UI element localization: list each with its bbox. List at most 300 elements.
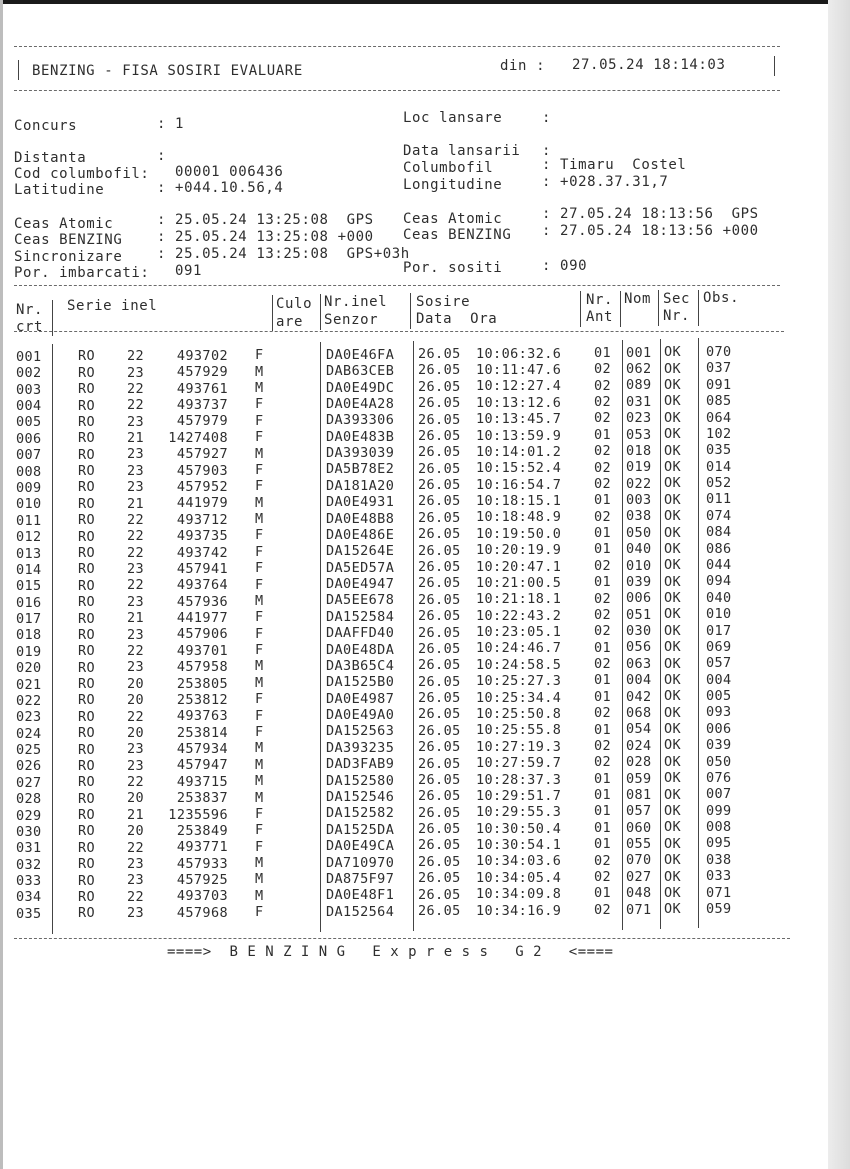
cell-nom: 063 bbox=[626, 655, 652, 672]
cell-ant: 02 bbox=[594, 606, 612, 623]
cell-sex: F bbox=[255, 527, 264, 544]
cell-date: 26.05 bbox=[418, 608, 461, 625]
cell-sensor: DA0E4947 bbox=[326, 576, 395, 592]
cell-sensor: DAD3FAB9 bbox=[326, 756, 395, 773]
cell-time: 10:34:03.6 bbox=[476, 853, 562, 870]
cell-year: 21 bbox=[127, 610, 145, 627]
cell-ring-number: 457925 bbox=[176, 872, 228, 889]
cell-obs: 039 bbox=[706, 737, 732, 754]
cell-nr-crt: 029 bbox=[16, 807, 42, 824]
cell-sex: F bbox=[255, 412, 264, 429]
cell-date: 26.05 bbox=[418, 509, 461, 526]
cell-country: RO bbox=[78, 741, 96, 758]
cell-nr-crt: 034 bbox=[16, 889, 42, 906]
cell-ring-number: 493763 bbox=[176, 708, 228, 725]
cell-ring-number: 457933 bbox=[176, 855, 228, 872]
cell-year: 21 bbox=[127, 806, 145, 823]
cell-ant: 02 bbox=[594, 475, 612, 492]
cell-time: 10:34:16.9 bbox=[476, 902, 562, 919]
cell-nr-crt: 001 bbox=[16, 348, 42, 365]
cell-sensor: DA152546 bbox=[326, 789, 395, 805]
cell-sec: OK bbox=[664, 901, 682, 918]
latitudine-value: : +044.10.56,4 bbox=[157, 180, 284, 196]
header-culoare-1: Culo bbox=[276, 296, 313, 312]
cell-nom: 053 bbox=[626, 426, 652, 443]
cell-country: RO bbox=[78, 774, 96, 791]
cell-ring-number: 493735 bbox=[176, 528, 228, 545]
cell-ant: 02 bbox=[594, 377, 612, 394]
cell-country: RO bbox=[78, 823, 96, 840]
cell-year: 23 bbox=[127, 855, 145, 872]
cell-nom: 039 bbox=[626, 573, 652, 590]
cell-sex: F bbox=[255, 609, 264, 626]
cell-sec: OK bbox=[664, 852, 682, 869]
cell-sec: OK bbox=[664, 442, 682, 459]
cell-ant: 02 bbox=[594, 869, 612, 885]
cell-country: RO bbox=[78, 610, 96, 627]
cell-date: 26.05 bbox=[418, 591, 461, 608]
cell-time: 10:24:46.7 bbox=[476, 640, 562, 657]
cell-nr-crt: 013 bbox=[16, 545, 42, 562]
cell-year: 23 bbox=[127, 905, 145, 921]
cell-sensor: DA0E49A0 bbox=[326, 707, 395, 724]
cell-sec: OK bbox=[664, 459, 682, 475]
cell-obs: 017 bbox=[706, 622, 732, 639]
cell-year: 20 bbox=[127, 675, 145, 692]
cell-nom: 004 bbox=[626, 672, 652, 689]
columbofil-label: Columbofil bbox=[403, 160, 494, 176]
cell-date: 26.05 bbox=[418, 362, 461, 379]
cell-year: 22 bbox=[127, 397, 145, 414]
cell-year: 23 bbox=[127, 872, 145, 889]
header-data-ora: Data Ora bbox=[416, 311, 498, 327]
cell-time: 10:21:18.1 bbox=[476, 591, 562, 608]
cell-country: RO bbox=[78, 905, 96, 922]
cell-ring-number: 253812 bbox=[176, 691, 228, 708]
cell-sec: OK bbox=[664, 671, 682, 688]
cell-sensor: DA152580 bbox=[326, 772, 395, 789]
sheet-title: BENZING - FISA SOSIRI EVALUARE bbox=[32, 63, 303, 79]
header-nr: Nr. bbox=[16, 302, 44, 318]
cell-sec: OK bbox=[664, 377, 682, 394]
footer-brand: ====> B E N Z I N G E x p r e s s G 2 <==== bbox=[167, 944, 614, 960]
cell-ring-number: 493703 bbox=[176, 888, 228, 905]
cell-sec: OK bbox=[664, 835, 682, 852]
cell-sensor: DA1525B0 bbox=[326, 674, 395, 691]
cell-nom: 028 bbox=[626, 754, 652, 771]
longitudine-label: Longitudine bbox=[403, 177, 503, 193]
cell-year: 23 bbox=[127, 446, 145, 463]
cell-sec: OK bbox=[664, 721, 682, 737]
cell-obs: 099 bbox=[706, 802, 732, 819]
header-bottom-rule bbox=[14, 90, 780, 91]
cell-sex: M bbox=[255, 380, 264, 396]
por-imbarcati-label: Por. imbarcati: bbox=[14, 265, 150, 281]
cell-nr-crt: 030 bbox=[16, 823, 42, 840]
cell-obs: 011 bbox=[706, 491, 732, 508]
longitudine-value: : +028.37.31,7 bbox=[542, 174, 669, 190]
cell-date: 26.05 bbox=[418, 477, 461, 493]
cell-nom: 022 bbox=[626, 475, 652, 492]
distanta-label: Distanta bbox=[14, 150, 87, 166]
cell-year: 22 bbox=[127, 544, 145, 561]
cell-nom: 018 bbox=[626, 442, 652, 459]
cell-time: 10:34:05.4 bbox=[476, 869, 562, 886]
ceas-atomic-start-label: Ceas Atomic bbox=[14, 216, 114, 232]
cell-sex: F bbox=[255, 543, 264, 560]
cell-sec: OK bbox=[664, 393, 682, 410]
cell-sensor: DA5B78E2 bbox=[326, 461, 395, 478]
cell-time: 10:18:15.1 bbox=[476, 493, 562, 509]
cell-obs: 010 bbox=[706, 606, 732, 623]
cell-ant: 02 bbox=[594, 410, 612, 427]
cell-sex: M bbox=[255, 887, 264, 904]
cell-nr-crt: 023 bbox=[16, 709, 42, 726]
cell-country: RO bbox=[78, 561, 96, 578]
cell-nr-crt: 033 bbox=[16, 873, 42, 890]
cell-ring-number: 493742 bbox=[176, 544, 228, 561]
cell-country: RO bbox=[78, 397, 96, 414]
cell-time: 10:23:05.1 bbox=[476, 624, 562, 641]
cell-year: 22 bbox=[127, 888, 145, 905]
header-senzor: Senzor bbox=[324, 312, 379, 328]
cell-sex: M bbox=[255, 773, 264, 790]
cell-ant: 01 bbox=[594, 492, 612, 509]
cell-date: 26.05 bbox=[418, 542, 461, 559]
cell-sec: OK bbox=[664, 360, 682, 377]
cell-date: 26.05 bbox=[418, 395, 461, 412]
cell-sec: OK bbox=[664, 409, 682, 426]
cell-country: RO bbox=[78, 577, 96, 594]
cell-date: 26.05 bbox=[418, 902, 461, 919]
cell-sensor: DA0E486E bbox=[326, 526, 395, 543]
cell-nom: 048 bbox=[626, 885, 652, 902]
cell-sensor: DA5ED57A bbox=[326, 559, 395, 576]
cell-ant: 02 bbox=[594, 705, 612, 722]
cell-sex: F bbox=[255, 838, 264, 855]
cell-sec: OK bbox=[664, 475, 682, 492]
cell-ring-number: 457968 bbox=[176, 904, 228, 921]
cell-sex: F bbox=[255, 707, 264, 724]
cell-nom: 001 bbox=[626, 344, 652, 361]
cell-nom: 030 bbox=[626, 623, 652, 640]
cell-ant: 01 bbox=[594, 803, 612, 820]
header-sec: Sec bbox=[663, 291, 691, 307]
header-sep bbox=[320, 294, 321, 330]
cell-year: 20 bbox=[127, 724, 145, 741]
cell-nr-crt: 010 bbox=[16, 496, 42, 513]
cell-sec: OK bbox=[664, 344, 682, 361]
ceas-benzing-end-label: Ceas BENZING bbox=[403, 227, 512, 243]
cell-obs: 094 bbox=[706, 573, 732, 590]
ceas-benzing-start-value: : 25.05.24 13:25:08 +000 bbox=[157, 229, 374, 245]
cell-obs: 069 bbox=[706, 638, 732, 655]
cell-nr-crt: 022 bbox=[16, 692, 42, 709]
cell-ant: 02 bbox=[594, 656, 612, 672]
cell-country: RO bbox=[78, 856, 96, 873]
cell-year: 23 bbox=[127, 462, 145, 479]
cell-sec: OK bbox=[664, 557, 682, 574]
table-header-rule bbox=[14, 331, 784, 332]
cell-sex: M bbox=[255, 658, 264, 675]
report-datetime: 27.05.24 18:14:03 bbox=[572, 57, 726, 73]
cell-ring-number: 457936 bbox=[176, 593, 228, 610]
cell-nr-crt: 024 bbox=[16, 725, 42, 742]
cell-sensor: DA0E49DC bbox=[326, 379, 395, 396]
cell-nom: 027 bbox=[626, 868, 652, 885]
cell-sex: F bbox=[255, 461, 264, 478]
cell-sensor: DA0E4987 bbox=[326, 690, 395, 707]
cell-nom: 031 bbox=[626, 393, 652, 410]
cell-obs: 050 bbox=[706, 753, 732, 770]
cell-sensor: DA3B65C4 bbox=[326, 657, 395, 674]
cell-sensor: DA0E46FA bbox=[326, 346, 395, 363]
cell-sec: OK bbox=[664, 704, 682, 721]
cell-country: RO bbox=[78, 872, 96, 889]
cell-ring-number: 253814 bbox=[176, 724, 228, 741]
cell-country: RO bbox=[78, 676, 96, 692]
cell-nr-crt: 019 bbox=[16, 643, 42, 660]
cell-sex: F bbox=[255, 904, 264, 921]
cell-time: 10:13:59.9 bbox=[476, 427, 562, 444]
cell-time: 10:28:37.3 bbox=[476, 771, 562, 788]
cell-ring-number: 493771 bbox=[176, 839, 228, 856]
cell-year: 22 bbox=[127, 511, 145, 528]
header-obs: Obs. bbox=[703, 290, 740, 306]
cell-ant: 01 bbox=[594, 574, 612, 591]
cell-ant: 01 bbox=[594, 819, 612, 836]
cell-sensor: DA0E4A28 bbox=[326, 395, 395, 412]
cell-country: RO bbox=[78, 643, 96, 660]
cell-country: RO bbox=[78, 807, 96, 823]
cell-country: RO bbox=[78, 545, 96, 561]
cell-ant: 01 bbox=[594, 688, 612, 705]
cell-country: RO bbox=[78, 659, 96, 676]
cell-date: 26.05 bbox=[418, 837, 461, 854]
cell-time: 10:19:50.0 bbox=[476, 525, 562, 542]
cell-sex: M bbox=[255, 674, 264, 691]
cell-sec: OK bbox=[664, 868, 682, 885]
cell-ring-number: 493701 bbox=[176, 642, 228, 659]
cell-year: 22 bbox=[127, 708, 145, 725]
cell-year: 22 bbox=[127, 348, 145, 365]
cell-obs: 093 bbox=[706, 704, 732, 721]
cell-sec: OK bbox=[664, 491, 682, 508]
header-nr-ant: Nr. bbox=[586, 292, 614, 308]
cell-date: 26.05 bbox=[418, 771, 461, 788]
cell-time: 10:25:34.4 bbox=[476, 689, 562, 706]
cell-sensor: DA1525DA bbox=[326, 821, 395, 838]
cell-country: RO bbox=[78, 594, 96, 611]
header-top-rule bbox=[14, 46, 780, 47]
cell-time: 10:13:12.6 bbox=[476, 394, 562, 411]
sincronizare-value: : 25.05.24 13:25:08 GPS+03h bbox=[157, 246, 410, 262]
cell-obs: 091 bbox=[706, 376, 732, 393]
cell-date: 26.05 bbox=[418, 657, 461, 674]
cell-country: RO bbox=[78, 790, 96, 807]
cell-obs: 074 bbox=[706, 507, 732, 524]
ceas-atomic-start-value: : 25.05.24 13:25:08 GPS bbox=[157, 212, 374, 228]
cell-nom: 070 bbox=[626, 852, 652, 869]
cell-year: 22 bbox=[127, 642, 145, 659]
por-sositi-label: Por. sositi bbox=[403, 260, 503, 276]
cell-date: 26.05 bbox=[418, 346, 461, 362]
cell-sex: M bbox=[255, 445, 264, 462]
cell-ant: 01 bbox=[594, 672, 612, 689]
header-sep bbox=[620, 291, 621, 327]
cell-sec: OK bbox=[664, 802, 682, 819]
cell-sensor: DA5EE678 bbox=[326, 592, 395, 609]
cell-sex: F bbox=[255, 642, 264, 658]
por-imbarcati-value: 091 bbox=[175, 263, 203, 279]
cell-sec: OK bbox=[664, 786, 682, 803]
cell-sensor: DA152582 bbox=[326, 805, 395, 822]
cell-time: 10:14:01.2 bbox=[476, 443, 562, 460]
cell-time: 10:25:55.8 bbox=[476, 722, 562, 739]
concurs-value: : 1 bbox=[157, 116, 185, 132]
columbofil-value: : Timaru Costel bbox=[542, 157, 687, 173]
cell-ant: 01 bbox=[594, 770, 612, 787]
cell-ring-number: 493715 bbox=[176, 773, 228, 790]
cell-sex: F bbox=[255, 822, 264, 839]
cell-time: 10:21:00.5 bbox=[476, 574, 562, 591]
cell-country: RO bbox=[78, 692, 96, 709]
cell-ant: 02 bbox=[594, 737, 612, 754]
cell-nr-crt: 007 bbox=[16, 447, 42, 464]
cell-ring-number: 457941 bbox=[176, 560, 228, 577]
cell-sex: F bbox=[255, 723, 264, 740]
cell-year: 23 bbox=[127, 364, 145, 381]
cell-obs: 044 bbox=[706, 556, 732, 573]
cell-obs: 038 bbox=[706, 851, 732, 868]
cell-year: 20 bbox=[127, 790, 145, 807]
cell-sex: M bbox=[255, 511, 264, 527]
cell-ant: 01 bbox=[594, 885, 612, 902]
cell-ant: 02 bbox=[594, 852, 612, 869]
cell-obs: 057 bbox=[706, 655, 732, 672]
cell-sec: OK bbox=[664, 524, 682, 541]
cell-sec: OK bbox=[664, 639, 682, 656]
cell-nom: 042 bbox=[626, 688, 652, 705]
cell-year: 20 bbox=[127, 692, 145, 709]
cell-date: 26.05 bbox=[418, 558, 461, 575]
cell-country: RO bbox=[78, 708, 96, 725]
cell-date: 26.05 bbox=[418, 493, 461, 510]
header-sep bbox=[410, 293, 411, 329]
cell-time: 10:18:48.9 bbox=[476, 509, 562, 526]
cell-nom: 068 bbox=[626, 705, 652, 721]
cell-sex: F bbox=[255, 478, 264, 495]
cell-sec: OK bbox=[664, 884, 682, 901]
por-sositi-value: : 090 bbox=[542, 258, 588, 274]
cell-date: 26.05 bbox=[418, 411, 461, 428]
header-nom: Nom bbox=[624, 291, 652, 307]
cell-sec: OK bbox=[664, 540, 682, 557]
cell-country: RO bbox=[78, 381, 96, 398]
cell-sensor: DA152564 bbox=[326, 903, 395, 920]
cell-sensor: DAAFFD40 bbox=[326, 625, 395, 642]
cell-ant: 01 bbox=[594, 541, 612, 558]
cell-ant: 02 bbox=[594, 590, 612, 607]
cell-ring-number: 457929 bbox=[176, 364, 228, 381]
cell-date: 26.05 bbox=[418, 378, 461, 395]
cell-year: 23 bbox=[127, 659, 145, 676]
cell-nr-crt: 015 bbox=[16, 578, 42, 595]
cell-nom: 055 bbox=[626, 836, 652, 852]
cell-nom: 081 bbox=[626, 786, 652, 803]
cell-date: 26.05 bbox=[418, 853, 461, 870]
cell-sex: M bbox=[255, 789, 264, 806]
cell-nr-crt: 011 bbox=[16, 512, 42, 529]
table-row bbox=[0, 900, 850, 923]
cell-country: RO bbox=[78, 413, 96, 430]
cell-year: 21 bbox=[127, 430, 145, 446]
cell-ring-number: 457952 bbox=[176, 478, 228, 495]
cell-sex: F bbox=[255, 396, 264, 413]
cell-obs: 102 bbox=[706, 425, 732, 442]
cell-nom: 003 bbox=[626, 492, 652, 508]
cell-sensor: DA152584 bbox=[326, 608, 395, 625]
cell-nr-crt: 032 bbox=[16, 856, 42, 873]
ceas-atomic-end-label: Ceas Atomic bbox=[403, 211, 503, 227]
cell-ring-number: 253805 bbox=[176, 675, 228, 692]
cell-obs: 071 bbox=[706, 884, 732, 901]
cell-date: 26.05 bbox=[418, 624, 461, 641]
cell-sensor: DA393306 bbox=[326, 412, 395, 429]
header-right-bar bbox=[774, 56, 775, 76]
cell-nom: 019 bbox=[626, 459, 652, 476]
cell-obs: 014 bbox=[706, 458, 732, 475]
cell-sex: M bbox=[255, 363, 264, 380]
cell-sec: OK bbox=[664, 770, 682, 787]
cell-country: RO bbox=[78, 364, 96, 381]
cell-obs: 086 bbox=[706, 540, 732, 557]
cell-nr-crt: 031 bbox=[16, 840, 42, 857]
cell-country: RO bbox=[78, 348, 96, 365]
cell-sec: OK bbox=[664, 753, 682, 770]
cell-sex: F bbox=[255, 347, 264, 364]
cell-ant: 01 bbox=[594, 344, 612, 361]
cell-year: 23 bbox=[127, 593, 145, 610]
cell-year: 22 bbox=[127, 577, 145, 594]
cell-time: 10:20:47.1 bbox=[476, 558, 562, 575]
cell-nom: 010 bbox=[626, 557, 652, 574]
cell-nr-crt: 012 bbox=[16, 529, 42, 546]
cell-sec: OK bbox=[664, 622, 682, 639]
cell-nr-crt: 008 bbox=[16, 463, 42, 480]
cell-sec: OK bbox=[664, 688, 682, 705]
table-top-rule bbox=[14, 285, 780, 286]
cell-sex: M bbox=[255, 740, 264, 757]
cell-nom: 059 bbox=[626, 770, 652, 787]
cell-year: 20 bbox=[127, 823, 145, 840]
cell-nom: 071 bbox=[626, 901, 652, 918]
cell-nr-crt: 020 bbox=[16, 660, 42, 677]
cell-sec: OK bbox=[664, 606, 682, 623]
header-crt: crt bbox=[16, 319, 44, 335]
header-serie-inel: Serie inel bbox=[67, 298, 158, 314]
cell-sex: F bbox=[255, 429, 264, 446]
cell-sensor: DA393039 bbox=[326, 445, 395, 461]
cell-country: RO bbox=[78, 446, 96, 463]
cell-sec: OK bbox=[664, 573, 682, 590]
cell-date: 26.05 bbox=[418, 526, 461, 543]
cod-columbofil-value: 00001 006436 bbox=[175, 164, 284, 180]
cell-time: 10:27:59.7 bbox=[476, 755, 562, 772]
cell-nom: 051 bbox=[626, 606, 652, 623]
cell-sec: OK bbox=[664, 426, 682, 443]
data-lansarii-label: Data lansarii bbox=[403, 143, 521, 159]
